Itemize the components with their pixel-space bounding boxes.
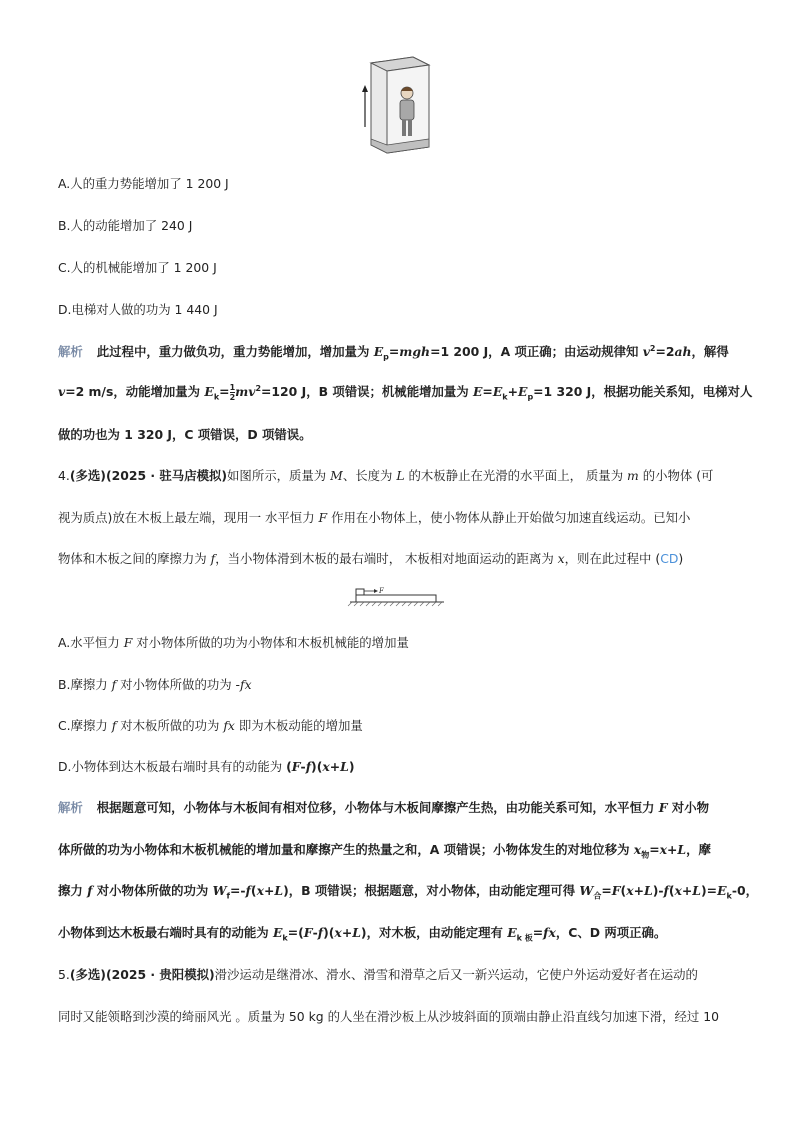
force-label: F [379, 587, 384, 595]
q3-analysis-line-3: 做的功也为 1 320 J，C 项错误，D 项错误。 [58, 427, 312, 442]
q5-stem-line-2: 同时又能领略到沙漠的绮丽风光 。质量为 50 kg 的人坐在滑沙板上从沙坡斜面的顶端由静止沿直线匀加速下滑，经过 10 [58, 1009, 720, 1024]
q4-stem-line-1: 4.(多选)(2025 · 驻马店模拟)如图所示，质量为 M、长度为 L 的木板静止在光滑的水平面上， 质量为 m 的小物体 (可 [58, 468, 714, 483]
q5-stem-line-1: 5.(多选)(2025 · 贵阳模拟)滑沙运动是继滑冰、滑水、滑雪和滑草之后又一新兴运动，它使户外运动爱好者在运动的 [58, 967, 698, 982]
q3-option-b: B.人的动能增加了 240 J [58, 218, 193, 233]
q3-option-d: D.电梯对人做的功为 1 440 J [58, 302, 218, 317]
q4-stem-line-3: 物体和木板之间的摩擦力为 f，当小物体滑到木板的最右端时， 木板相对地面运动的距离为 x，则在此过程中 (CD) [58, 551, 684, 566]
q4-analysis-line-1: 解析 根据题意可知，小物体与木板间有相对位移，小物体与木板间摩擦产生热，由功能关系可知，水平恒力 F 对小物 [58, 800, 709, 815]
q4-analysis-line-4: 小物体到达木板最右端时具有的动能为 $E_k=(F-f)(x+L)$，对木板，由动能定理有 $E_{k 板}=fx$，C、D 两项正确。 [58, 925, 667, 943]
analysis-tag: 解析 [58, 800, 83, 815]
q4-analysis-line-3: 擦力 f 对小物体所做的功为 $W_f=-f(x+L)$，B 项错误；根据题意，对小物体，由动能定理可得 $W_合=F(x+L)-f(x+L)=E_k-0$， [58, 883, 758, 901]
q4-option-b: B.摩擦力 f 对小物体所做的功为 -fx [58, 677, 252, 692]
q4-stem-line-2: 视为质点)放在木板上最左端，现用一 水平恒力 F 作用在小物体上，使小物体从静止开始做匀加速直线运动。已知小 [58, 510, 691, 525]
q4-option-a: A.水平恒力 F 对小物体所做的功为小物体和木板机械能的增加量 [58, 635, 409, 650]
elevator-figure [355, 55, 437, 155]
fraction-half: $\frac{1}{2}$ [229, 383, 236, 402]
board-block-figure [346, 583, 448, 607]
q4-answer: CD [660, 551, 679, 566]
q4-option-d: D.小物体到达木板最右端时具有的动能为 (F-f)(x+L) [58, 759, 355, 774]
q3-option-a: A.人的重力势能增加了 1 200 J [58, 176, 229, 191]
analysis-tag: 解析 [58, 344, 83, 359]
q3-option-c: C.人的机械能增加了 1 200 J [58, 260, 217, 275]
q3-analysis-line-2: v=2 m/s，动能增加量为 $E_k=$ $\frac{1}{2}$ $mv^2=120$ J，B 项错误；机械能增加量为 $E=E_k+E_p=1$ 320 J，根据功能关系知，电梯对人 [58, 383, 753, 402]
q4-option-c: C.摩擦力 f 对木板所做的功为 fx 即为木板动能的增加量 [58, 718, 363, 733]
q4-analysis-line-2: 体所做的功为小物体和木板机械能的增加量和摩擦产生的热量之和，A 项错误；小物体发生的对地位移为 $x_物=x+L$，摩 [58, 842, 711, 860]
q3-analysis-line-1: 解析 此过程中，重力做负功，重力势能增加，增加量为 $E_p=mgh=1$ 200 J，A 项正确；由运动规律知 $v^2=2ah$，解得 [58, 343, 729, 362]
